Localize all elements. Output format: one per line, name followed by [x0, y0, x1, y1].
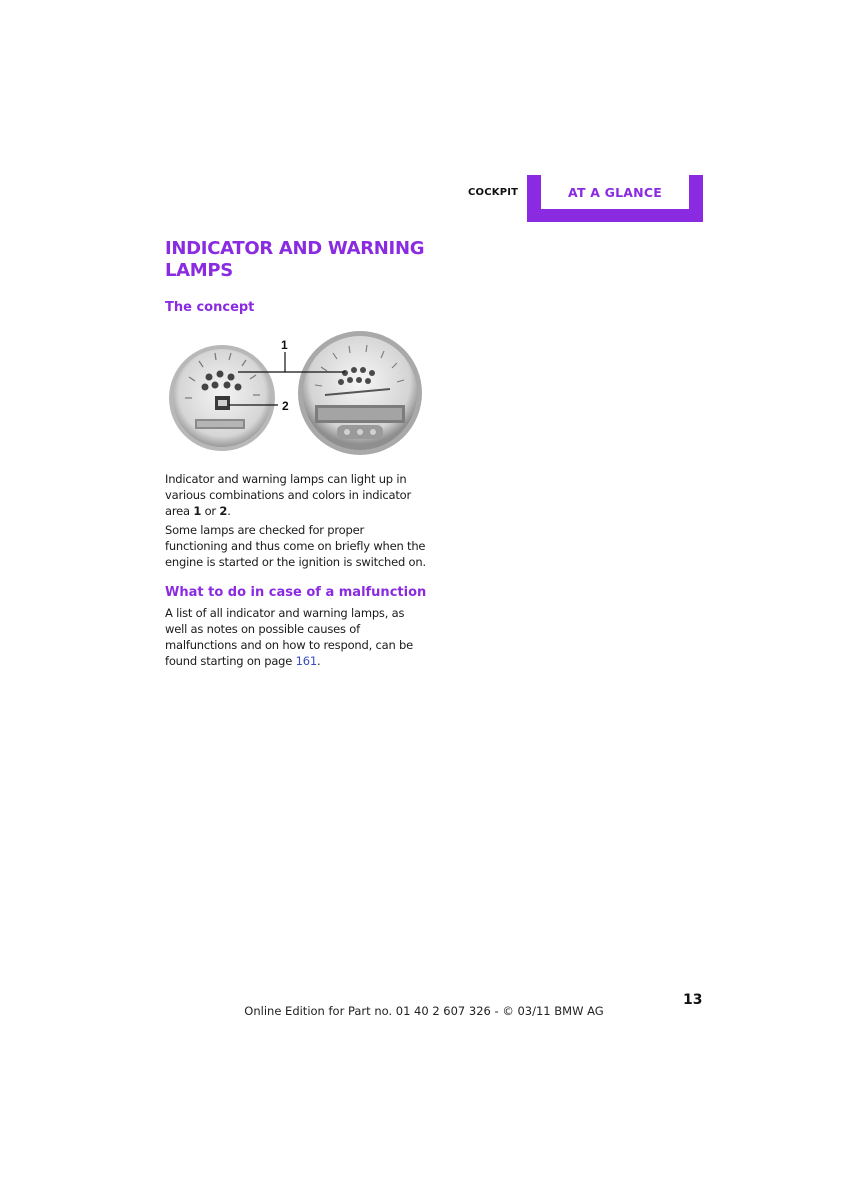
concept-heading: The concept: [165, 300, 255, 315]
callout-1: 1: [281, 338, 288, 352]
footer: Online Edition for Part no. 01 40 2 607 326 - © 03/11 BMW AG: [244, 1004, 604, 1018]
section-label: COCKPIT: [468, 187, 519, 198]
speedometer-gauge: [298, 331, 422, 455]
page-reference-link[interactable]: 161: [295, 654, 317, 668]
chapter-tab-label: AT A GLANCE: [568, 185, 662, 200]
instrument-cluster-figure: [165, 325, 427, 471]
tachometer-gauge: [169, 345, 275, 451]
concept-paragraph-1: Indicator and warning lamps can light up in various combinations and colors in indicator area 1 or 2.: [165, 472, 412, 518]
malfunction-paragraph: A list of all indicator and warning lamps, as well as notes on possible causes of malfunctions and on how to respond, can be found starting on page 161.: [165, 606, 413, 668]
concept-paragraph-2: Some lamps are checked for proper functioning and thus come on briefly when the engine is started or the ignition is switched on.: [165, 523, 426, 569]
callout-2: 2: [282, 399, 289, 413]
chapter-tab[interactable]: [527, 175, 703, 222]
page-title: INDICATOR AND WARNING LAMPS: [165, 238, 425, 281]
malfunction-heading: What to do in case of a malfunction: [165, 585, 427, 600]
page-number: 13: [683, 992, 703, 1008]
